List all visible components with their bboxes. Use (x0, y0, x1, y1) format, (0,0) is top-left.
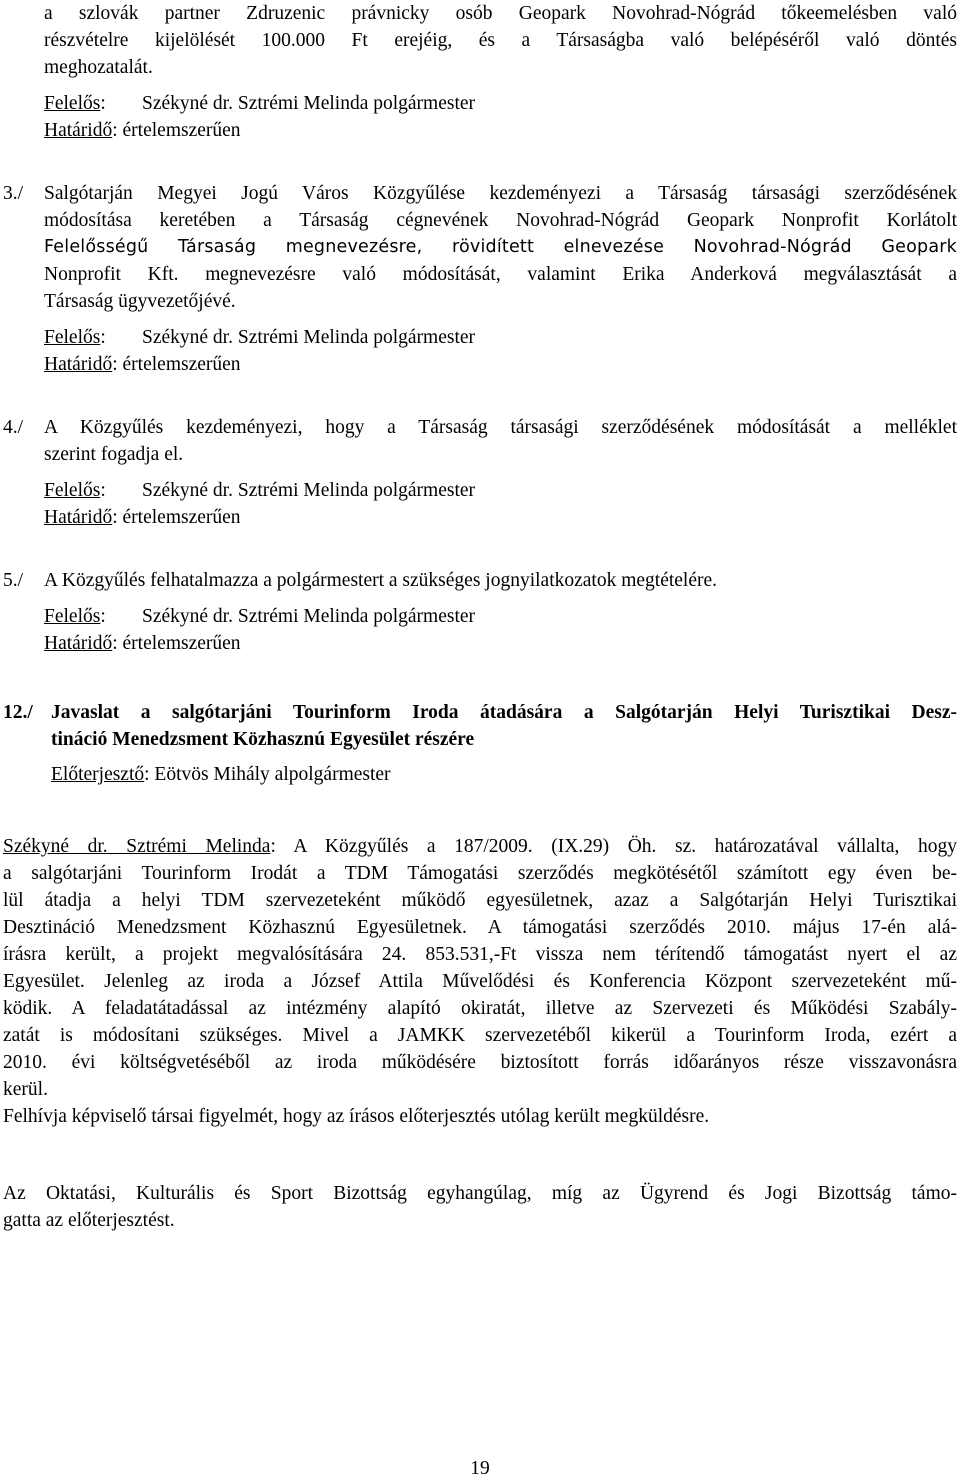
speech-line-1: Székyné dr. Sztrémi Melinda: A Közgyűlés a 187/2009. (IX.29) Öh. sz. határozatával vállalta, hogy (3, 836, 957, 857)
intro-paragraph (3, 0, 957, 81)
responsible-block-4 (3, 603, 957, 657)
presenter-line (51, 761, 957, 788)
resolution-item-3 (3, 180, 957, 315)
deadline-line: Határidő: értelemszerűen (44, 120, 241, 141)
deadline-value: értelemszerűen (122, 354, 241, 375)
item3-line-5: Társaság ügyvezetőjévé. (44, 291, 236, 312)
felelos-label: Felelős (44, 327, 101, 348)
item12-title-line-2: tináció Menedzsment Közhasznú Egyesület részére (51, 729, 475, 750)
responsible-name: Székyné dr. Sztrémi Melinda polgármester (142, 606, 476, 627)
item-number: 3./ (3, 183, 24, 204)
deadline-value: értelemszerűen (122, 507, 241, 528)
committee-line-2: gatta az előterjesztést. (3, 1210, 175, 1231)
page-number: 19 (470, 1458, 490, 1479)
presenter-name: : Eötvös Mihály alpolgármester (144, 764, 391, 785)
speech-last-line: Felhívja képviselő társai figyelmét, hogy az írásos előterjesztés utólag került megküldésre. (3, 1106, 710, 1127)
speech-line-10: kerül. (3, 1079, 48, 1100)
responsible-block-1 (3, 90, 957, 144)
speech-line-5: írásra került, a projekt megvalósítására 24. 853.531,-Ft vissza nem térítendő támogatást nyert el az (3, 944, 957, 965)
committee-line-1: Az Oktatási, Kulturális és Sport Bizottság egyhangúlag, míg az Ügyrend és Jogi Bizottság támo- (3, 1183, 957, 1204)
responsible-block-2 (3, 324, 957, 378)
responsible-line: Felelős: Székyné dr. Sztrémi Melinda polgármester (44, 93, 476, 114)
responsible-line: Felelős: Székyné dr. Sztrémi Melinda polgármester (44, 327, 476, 348)
responsible-name: Székyné dr. Sztrémi Melinda polgármester (142, 480, 476, 501)
deadline-value: értelemszerűen (122, 120, 241, 141)
hatarido-label: Határidő (44, 507, 113, 528)
item-number: 12./ (3, 702, 33, 723)
speech-line-8: zatát is módosítani szükséges. Mivel a JAMKK szervezetéből kikerül a Tourinform Iroda, ezért a (3, 1025, 957, 1046)
committee-paragraph (3, 1180, 957, 1234)
resolution-item-5 (3, 567, 957, 594)
agenda-item-12 (3, 699, 957, 753)
item-number: 5./ (3, 570, 24, 591)
responsible-block-3 (3, 477, 957, 531)
hatarido-label: Határidő (44, 354, 113, 375)
intro-line-1: a szlovák partner Zdruzenic právnicky osób Geopark Novohrad-Nógrád tőkeemelésben való (44, 3, 957, 24)
speech-line-6: Egyesület. Jelenleg az iroda a József Attila Művelődési és Konferencia Központ szervezeteként mű- (3, 971, 957, 992)
speech-line-7: ködik. A feladatátadással az intézmény alapító okiratát, illetve az Szervezeti és Működési Szabály- (3, 998, 957, 1019)
intro-line-2: részvételre kijelölését 100.000 Ft erejéig, és a Társaságba való belépéséről való döntés (44, 30, 957, 51)
speech-paragraph (3, 833, 957, 1130)
item4-line-2: szerint fogadja el. (44, 444, 184, 465)
item4-line-1: A Közgyűlés kezdeményezi, hogy a Társaság társasági szerződésének módosítását a melléklet (44, 417, 957, 438)
responsible-name: Székyné dr. Sztrémi Melinda polgármester (142, 93, 476, 114)
presenter-label: Előterjesztő (51, 764, 145, 785)
presenter-block (3, 761, 957, 788)
felelos-label: Felelős (44, 480, 101, 501)
hatarido-label: Határidő (44, 120, 113, 141)
speech-line-9: 2010. évi költségvetéséből az iroda működésére biztosított forrás időarányos része visszavonásra (3, 1052, 957, 1073)
item5-line-1: A Közgyűlés felhatalmazza a polgármestert a szükséges jognyilatkozatok megtételére. (44, 570, 718, 591)
speaker-name: Székyné dr. Sztrémi Melinda (3, 836, 271, 857)
felelos-label: Felelős (44, 606, 101, 627)
item-number: 4./ (3, 417, 24, 438)
intro-line-3: meghozatalát. (44, 57, 153, 78)
item3-line-1: Salgótarján Megyei Jogú Város Közgyűlése kezdeményezi a Társaság társasági szerződésének (44, 183, 957, 204)
responsible-line: Felelős: Székyné dr. Sztrémi Melinda polgármester (44, 606, 476, 627)
speech-line-2: a salgótarjáni Tourinform Irodát a TDM Támogatási szerződés megkötésétől számított egy éven be- (3, 863, 957, 884)
item3-line-3: Felelősségű Társaság megnevezésre, rövidített elnevezése Novohrad-Nógrád Geopark (44, 237, 957, 257)
hatarido-label: Határidő (44, 633, 113, 654)
deadline-line: Határidő: értelemszerűen (44, 354, 241, 375)
speech-line-4: Desztináció Menedzsment Közhasznú Egyesületnek. A támogatási szerződés 2010. május 17-én alá- (3, 917, 957, 938)
item3-line-2: módosítása keretében a Társaság cégnevének Novohrad-Nógrád Geopark Nonprofit Korlátolt (44, 210, 957, 231)
responsible-line: Felelős: Székyné dr. Sztrémi Melinda polgármester (44, 480, 476, 501)
speech-line-3: lül átadja a helyi TDM szervezeteként működő egyesületnek, azaz a Salgótarján Helyi Turisztikai (3, 890, 957, 911)
deadline-line: Határidő: értelemszerűen (44, 633, 241, 654)
resolution-item-4 (3, 414, 957, 468)
deadline-line: Határidő: értelemszerűen (44, 507, 241, 528)
deadline-value: értelemszerűen (122, 633, 241, 654)
item12-title-line-1: Javaslat a salgótarjáni Tourinform Iroda átadására a Salgótarján Helyi Turisztikai Desz- (51, 702, 957, 723)
felelos-label: Felelős (44, 93, 101, 114)
item3-line-4: Nonprofit Kft. megnevezésre való módosítását, valamint Erika Anderková megválasztását a (44, 264, 957, 285)
responsible-name: Székyné dr. Sztrémi Melinda polgármester (142, 327, 476, 348)
